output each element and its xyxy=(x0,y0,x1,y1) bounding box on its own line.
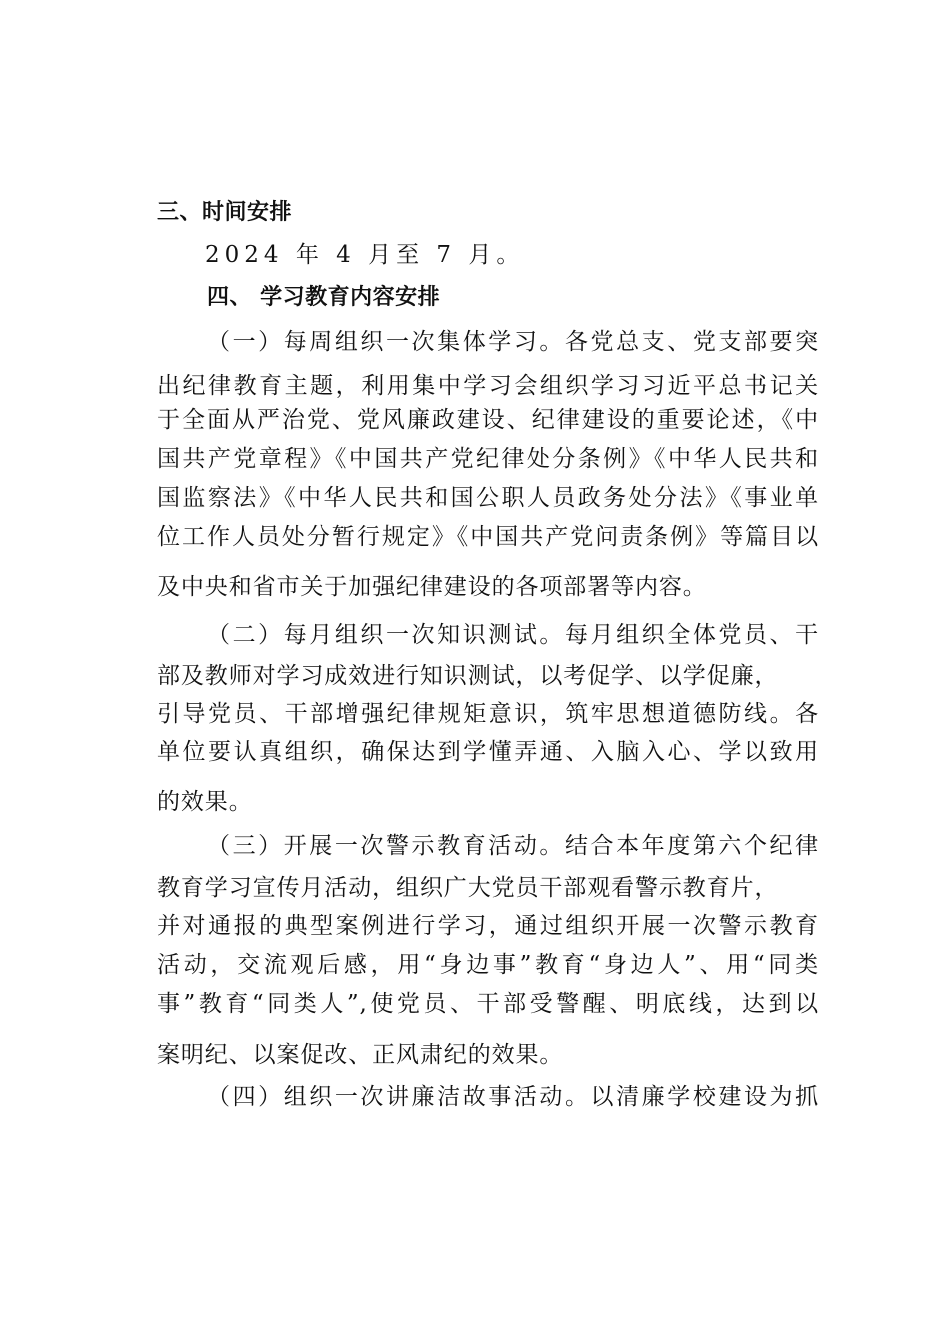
paragraph-line: 及中央和省市关于加强纪律建设的各项部署等内容。 xyxy=(157,574,707,600)
paragraph-line: （三）开展一次警示教育活动。结合本年度第六个纪律 xyxy=(207,833,819,859)
paragraph-line: 位工作人员处分暂行规定》《中国共产党问责条例》等篇目以 xyxy=(157,524,819,550)
paragraph-line: 出纪律教育主题，利用集中学习会组织学习习近平总书记关 xyxy=(157,373,819,399)
paragraph-line: （二）每月组织一次知识测试。每月组织全体党员、干 xyxy=(207,622,819,648)
section-heading-content-arrangement: 四、 学习教育内容安排 xyxy=(207,285,441,310)
paragraph-line: 案明纪、以案促改、正风肃纪的效果。 xyxy=(157,1042,564,1068)
paragraph-line: 单位要认真组织，确保达到学懂弄通、入脑入心、学以致用 xyxy=(157,739,819,765)
paragraph-line: 并对通报的典型案例进行学习，通过组织开展一次警示教育 xyxy=(157,913,819,939)
paragraph-line: （一）每周组织一次集体学习。各党总支、党支部要突 xyxy=(207,329,819,355)
section-heading-time-arrangement: 三、时间安排 xyxy=(157,200,293,225)
paragraph-line: 引导党员、干部增强纪律规矩意识，筑牢思想道德防线。各 xyxy=(157,701,819,727)
time-arrangement-text: 2024 年 4 月至 7 月。 xyxy=(205,242,525,268)
paragraph-line: 教育学习宣传月活动，组织广大党员干部观看警示教育片， xyxy=(157,875,779,901)
paragraph-line: 事”教育“同类人”,使党员、干部受警醒、明底线，达到以 xyxy=(157,991,819,1017)
paragraph-line: 国共产党章程》《中国共产党纪律处分条例》《中华人民共和 xyxy=(157,446,819,472)
paragraph-line: 于全面从严治党、党风廉政建设、纪律建设的重要论述，《中 xyxy=(157,407,819,433)
paragraph-line: 部及教师对学习成效进行知识测试，以考促学、以学促廉， xyxy=(157,663,779,689)
paragraph-line: 的效果。 xyxy=(157,789,253,815)
paragraph-line: 国监察法》《中华人民共和国公职人员政务处分法》《事业单 xyxy=(157,485,819,511)
paragraph-line: （四）组织一次讲廉洁故事活动。以清廉学校建设为抓 xyxy=(207,1084,819,1110)
paragraph-line: 活动，交流观后感，用“身边事”教育“身边人”、用“同类 xyxy=(157,952,819,978)
